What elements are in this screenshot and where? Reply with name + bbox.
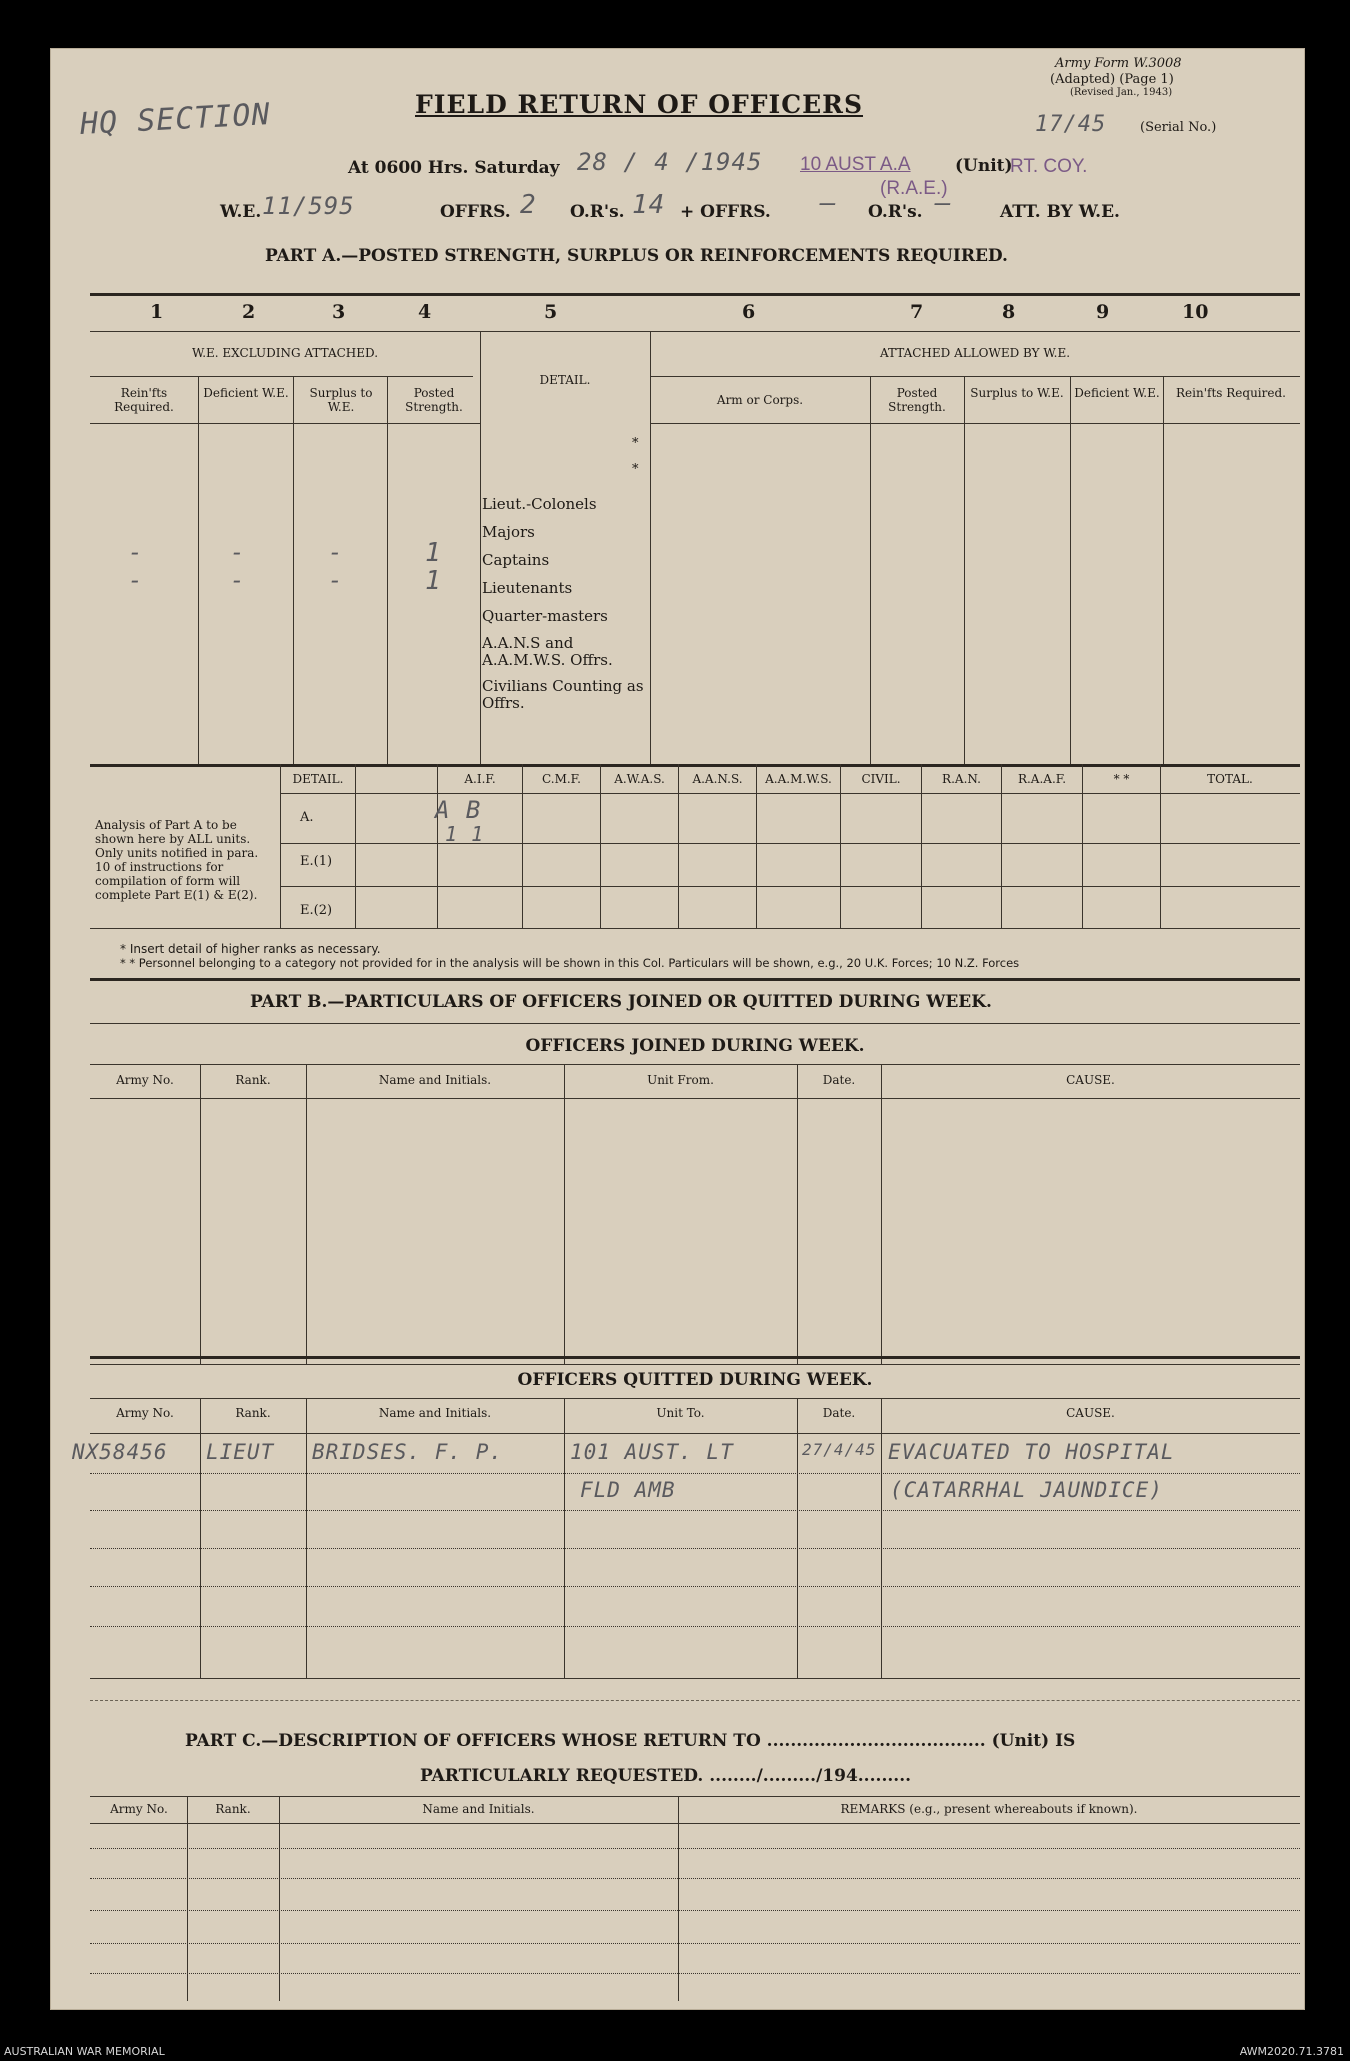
rae-stamp: (R.A.E.)	[880, 178, 948, 199]
captains-mark-2: -	[230, 538, 246, 566]
offrs-value: 2	[520, 190, 537, 220]
part-a-rule	[90, 376, 473, 377]
header-reinfts-required-att: Rein'fts Required.	[1176, 386, 1286, 400]
joined-vline	[306, 1064, 307, 1364]
quitted-bottom-rule	[90, 1678, 1300, 1679]
part-c-row-rule	[90, 1848, 1300, 1849]
analysis-header-detail: DETAIL.	[292, 772, 344, 786]
quitted-header-date: Date.	[822, 1406, 856, 1420]
part-a-title: PART A.—POSTED STRENGTH, SURPLUS OR REINFORCEMENTS REQUIRED.	[265, 246, 1008, 266]
analysis-vline	[756, 764, 757, 928]
part-a-vline	[293, 376, 294, 764]
plus-offrs-value: —	[820, 188, 837, 218]
detail-star-2: *	[632, 462, 639, 477]
at-line: At 0600 Hrs. Saturday	[348, 158, 560, 178]
quitted-row-rule	[90, 1473, 1300, 1474]
part-b-top-rule	[90, 978, 1300, 981]
captains-mark-3: -	[328, 538, 344, 566]
ors-label: O.R's.	[570, 202, 625, 222]
analysis-header-total: TOTAL.	[1207, 772, 1253, 786]
captains-mark-1: -	[128, 538, 144, 566]
army-form-number: Army Form W.3008	[1055, 56, 1182, 71]
part-a-rule	[90, 423, 480, 424]
header-surplus-we: Surplus to W.E.	[309, 386, 373, 414]
analysis-note: Analysis of Part A to be shown here by ALL units. Only units notified in para. 10 of instructions for compilation of form will complete Part E(1) & E(2).	[95, 818, 259, 902]
quitted-header-army-no: Army No.	[116, 1406, 174, 1420]
quitted-vline	[564, 1398, 565, 1678]
quitted-vline	[881, 1398, 882, 1678]
quitted-rule	[90, 1433, 1300, 1434]
analysis-vline	[678, 764, 679, 928]
quitted-name: BRIDSES. F. P.	[312, 1440, 504, 1464]
we-excluding-label: W.E. EXCLUDING ATTACHED.	[191, 346, 379, 360]
quitted-vline	[306, 1398, 307, 1678]
header-posted-strength: Posted Strength.	[405, 386, 463, 414]
aif-marks: A B	[435, 796, 482, 824]
analysis-vline	[1082, 764, 1083, 928]
footnote-1: * Insert detail of higher ranks as necessary.	[120, 942, 381, 956]
part-c-rule	[90, 1796, 1300, 1797]
col-number-3: 3	[332, 301, 346, 323]
detail-majors: Majors	[482, 523, 535, 541]
analysis-header-raaf: R.A.A.F.	[1017, 772, 1067, 786]
joined-header-army-no: Army No.	[116, 1073, 174, 1087]
offrs-label: OFFRS.	[440, 202, 511, 222]
analysis-vline	[921, 764, 922, 928]
part-c-rule	[90, 1823, 1300, 1824]
header-reinfts-required: Rein'fts Required.	[114, 386, 174, 414]
analysis-header-aans: A.A.N.S.	[692, 772, 743, 786]
lieutenants-mark-2: -	[230, 566, 246, 594]
analysis-row-e1: E.(1)	[300, 854, 333, 869]
col-number-4: 4	[418, 301, 432, 323]
analysis-rule	[280, 886, 1300, 887]
part-c-row-rule	[90, 1973, 1300, 1974]
part-c-separator	[90, 1700, 1300, 1701]
unit-stamp-suffix: RT. COY.	[1010, 156, 1088, 177]
joined-header-cause: CAUSE.	[1066, 1073, 1115, 1087]
part-b-rule	[90, 1023, 1300, 1024]
analysis-header-other: * *	[1113, 772, 1130, 786]
ors2-label: O.R's.	[868, 202, 923, 222]
joined-title: OFFICERS JOINED DURING WEEK.	[525, 1036, 865, 1056]
part-a-vline	[1070, 376, 1071, 764]
quitted-header-rank: Rank.	[235, 1406, 271, 1420]
serial-value: 17/45	[1035, 112, 1107, 137]
part-c-vline	[187, 1796, 188, 2001]
part-c-vline	[279, 1796, 280, 2001]
part-a-vline	[964, 376, 965, 764]
col-number-9: 9	[1096, 301, 1110, 323]
quitted-row-rule	[90, 1586, 1300, 1587]
unit-stamp: 10 AUST A.A	[800, 154, 911, 175]
quitted-header-name: Name and Initials.	[378, 1406, 492, 1420]
detail-captains: Captains	[482, 551, 550, 569]
analysis-vline	[522, 764, 523, 928]
we-label: W.E.	[220, 202, 262, 222]
header-deficient-we-att: Deficient W.E.	[1074, 386, 1160, 400]
part-c-row-rule	[90, 1878, 1300, 1879]
page-title: FIELD RETURN OF OFFICERS	[415, 90, 864, 119]
col-number-2: 2	[242, 301, 256, 323]
analysis-header-cmf: C.M.F.	[542, 772, 581, 786]
analysis-header-aif: A.I.F.	[464, 772, 496, 786]
analysis-header-ran: R.A.N.	[942, 772, 981, 786]
quitted-rank: LIEUT	[206, 1440, 275, 1464]
detail-lieut-colonels: Lieut.-Colonels	[482, 495, 597, 513]
we-value: 11/595	[262, 192, 355, 220]
analysis-rule	[280, 843, 1300, 844]
joined-rule	[90, 1064, 1300, 1065]
part-c-header-rank: Rank.	[215, 1802, 251, 1816]
part-a-vline	[650, 331, 651, 764]
part-a-vline	[870, 376, 871, 764]
date-value: 28 / 4 /1945	[577, 148, 763, 176]
joined-vline	[797, 1064, 798, 1364]
quitted-date: 27/4/45	[802, 1440, 877, 1459]
quitted-army-no: NX58456	[72, 1440, 168, 1464]
joined-rule	[90, 1098, 1300, 1099]
unit-label: (Unit)	[955, 156, 1013, 176]
part-c-header-army-no: Army No.	[110, 1802, 168, 1816]
quitted-vline	[200, 1398, 201, 1678]
part-a-rule	[90, 331, 1300, 332]
joined-vline	[200, 1064, 201, 1364]
captains-mark-4: 1	[425, 538, 442, 568]
quitted-rule	[90, 1398, 1300, 1399]
quitted-row-rule	[90, 1626, 1300, 1627]
form-adapted: (Adapted) (Page 1)	[1050, 72, 1174, 87]
quitted-header-unit-to: Unit To.	[656, 1406, 705, 1420]
quitted-top-rule	[90, 1356, 1300, 1359]
header-detail: DETAIL.	[539, 373, 591, 387]
form-revised: (Revised Jan., 1943)	[1070, 87, 1173, 98]
analysis-vline	[1160, 764, 1161, 928]
lieutenants-mark-4: 1	[425, 566, 442, 596]
part-c-vline	[678, 1796, 679, 2001]
analysis-row-e2: E.(2)	[300, 903, 333, 918]
analysis-rule	[280, 793, 1300, 794]
part-a-top-rule	[90, 293, 1300, 296]
lieutenants-mark-3: -	[328, 566, 344, 594]
detail-quarter-masters: Quarter-masters	[482, 607, 608, 625]
form-paper	[50, 48, 1305, 2010]
part-c-line1: PART C.—DESCRIPTION OF OFFICERS WHOSE RETURN TO ..................................... (Unit) IS	[185, 1731, 1076, 1751]
quitted-unit-line1: 101 AUST. LT	[570, 1440, 734, 1464]
joined-bottom-rule	[90, 1364, 1300, 1365]
col-number-7: 7	[910, 301, 924, 323]
header-deficient-we: Deficient W.E.	[203, 386, 289, 400]
analysis-header-awas: A.W.A.S.	[614, 772, 665, 786]
aif-values: 1 1	[445, 822, 485, 846]
serial-label: (Serial No.)	[1140, 120, 1217, 135]
quitted-title: OFFICERS QUITTED DURING WEEK.	[517, 1370, 873, 1390]
analysis-row-a: A.	[300, 810, 314, 825]
analysis-header-aamws: A.A.M.W.S.	[765, 772, 832, 786]
analysis-vline	[600, 764, 601, 928]
part-a-vline	[480, 331, 481, 764]
joined-vline	[564, 1064, 565, 1364]
col-number-10: 10	[1182, 301, 1209, 323]
part-a-vline	[198, 376, 199, 764]
quitted-unit-line2: FLD AMB	[580, 1478, 676, 1502]
detail-civilians: Civilians Counting as Offrs.	[482, 677, 644, 712]
joined-header-name: Name and Initials.	[378, 1073, 492, 1087]
col-number-6: 6	[742, 301, 756, 323]
detail-star-1: *	[632, 436, 639, 451]
part-a-rule	[650, 423, 1300, 424]
quitted-cause-line2: (CATARRHAL JAUNDICE)	[890, 1478, 1163, 1502]
analysis-top-rule	[90, 764, 1300, 767]
detail-aans: A.A.N.S and A.A.M.W.S. Offrs.	[482, 634, 613, 669]
header-surplus-we-att: Surplus to W.E.	[970, 386, 1064, 400]
part-b-title: PART B.—PARTICULARS OF OFFICERS JOINED OR QUITTED DURING WEEK.	[250, 992, 992, 1012]
quitted-vline	[797, 1398, 798, 1678]
analysis-vline	[280, 764, 281, 928]
part-c-row-rule	[90, 1910, 1300, 1911]
att-label: ATT. BY W.E.	[1000, 202, 1120, 222]
joined-header-date: Date.	[822, 1073, 856, 1087]
ors2-value: —	[935, 188, 952, 218]
joined-header-unit-from: Unit From.	[647, 1073, 714, 1087]
col-number-1: 1	[150, 301, 164, 323]
quitted-cause-line1: EVACUATED TO HOSPITAL	[888, 1440, 1175, 1464]
detail-lieutenants: Lieutenants	[482, 579, 573, 597]
part-c-header-name: Name and Initials.	[422, 1802, 535, 1816]
header-posted-strength-att: Posted Strength.	[888, 386, 946, 414]
part-c-line2: PARTICULARLY REQUESTED. ......../........./194.........	[420, 1766, 912, 1786]
part-a-rule	[650, 376, 1300, 377]
part-a-vline	[1163, 376, 1164, 764]
analysis-vline	[840, 764, 841, 928]
footnote-2: * * Personnel belonging to a category not provided for in the analysis will be shown in this Col. Particulars will be shown, e.g., 20 U.K. Forces; 10 N.Z. Forces	[120, 956, 1020, 970]
attached-allowed-label: ATTACHED ALLOWED BY W.E.	[879, 346, 1071, 360]
col-number-5: 5	[544, 301, 558, 323]
hq-section-handwritten: HQ SECTION	[79, 97, 272, 142]
quitted-row-rule	[90, 1510, 1300, 1511]
analysis-bottom-rule	[90, 928, 1300, 929]
part-a-vline	[387, 376, 388, 764]
plus-offrs-label: + OFFRS.	[680, 202, 771, 222]
analysis-vline	[355, 764, 356, 928]
quitted-header-cause: CAUSE.	[1066, 1406, 1115, 1420]
col-number-8: 8	[1002, 301, 1016, 323]
quitted-row-rule	[90, 1548, 1300, 1549]
lieutenants-mark-1: -	[128, 566, 144, 594]
analysis-vline	[437, 764, 438, 928]
joined-vline	[881, 1064, 882, 1364]
analysis-header-civil: CIVIL.	[861, 772, 901, 786]
analysis-vline	[1001, 764, 1002, 928]
footer-right: AWM2020.71.3781	[1239, 2045, 1344, 2058]
joined-header-rank: Rank.	[235, 1073, 271, 1087]
part-c-row-rule	[90, 1943, 1300, 1944]
header-arm-corps: Arm or Corps.	[716, 393, 804, 407]
ors-value: 14	[632, 190, 666, 220]
footer-left: AUSTRALIAN WAR MEMORIAL	[4, 2045, 165, 2058]
part-c-header-remarks: REMARKS (e.g., present whereabouts if known).	[840, 1802, 1138, 1816]
